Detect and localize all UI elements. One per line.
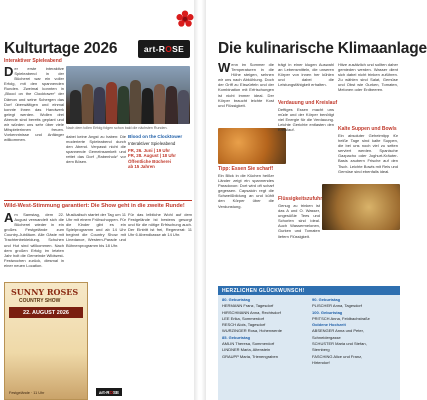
birthday-entry: SCHUSTER Maria und Stefan,	[312, 341, 367, 347]
group-photo	[66, 66, 190, 124]
birthday-entry: Hirtendorf	[312, 359, 330, 365]
birthday-entry: RESCH Alois, Tagesdorf	[222, 322, 266, 328]
verdauung-title: Verdauung und Kreislauf	[278, 100, 338, 106]
spicy-food-photo	[218, 128, 286, 164]
rose-icon	[176, 10, 194, 28]
klima-col-3: Hitze zusätzlich und sollten daher gemieden werden. Wasser dient sich dabei nicht trinken zuführen. Zu wählen sind Salat, Gemüse und Obst wie Gurken, Tomaten, Melonen oder Erdbeeren.	[338, 62, 398, 93]
subtitle-spieleabend: Interaktiver Spieleabend	[4, 58, 62, 64]
article-col-3: Am Samstag, dem 22. August verwandelt sich die Bücherei wieder in ein großes Festgelände zum Country-Jubiläum. Alle Gäste mit Trachtenbekleidung, Schuhen und Hut sind willkommen. Nach dem großen Erfolg im letzten Jahr holt die Gemeinde Wildwest-Festwochen zurück, diesmal in einer neuen Location.	[4, 210, 64, 268]
birthday-heading: 85. Geburtstag	[222, 334, 251, 340]
birthday-heading: 100. Geburtstag	[312, 309, 343, 315]
kalte-suppen-title: Kalte Suppen und Bowls	[338, 126, 397, 132]
right-page	[206, 0, 427, 400]
birthday-entry: LEE Erika, Sommerdorf	[222, 315, 265, 321]
birthday-entry: PRITSCH Anna, Feldbachstraße	[312, 315, 370, 321]
verdauung-text: Deftiges Essen macht uns müde und der Körper benötigt viel Energie für die Verdauung. Leichte Gerichte entlasten den Kreislauf.	[278, 107, 334, 133]
event-title: Blood on the Clocktower	[128, 134, 183, 139]
section-divider	[4, 200, 192, 201]
birthday-entry: PLISCHER Anna, Tagesdorf	[312, 303, 362, 309]
birthday-entry: WURZINGER Rosa, Hohenwerde	[222, 328, 283, 334]
tip-title: Tipp: Essen Sie scharf!	[218, 166, 274, 172]
birthday-entry: ABSENGER Anna und Peter,	[312, 328, 364, 334]
birthday-heading: 90. Geburtstag	[312, 297, 341, 302]
birthday-heading: Goldene Hochzeit	[312, 322, 346, 328]
article-col-4: Musikalisch startet der Tag um 11 Uhr mit einem Frühschoppen. Für die Kinder gibt es ein Spielprogramm und ab 14 Uhr beginnt die Country Show mit Linedance, Western-Parade und Bühnenprogramm bis 18 Uhr.	[66, 212, 126, 248]
birthday-entry: Schneidergasse	[312, 334, 341, 340]
birthday-entry: FASCHING Alice und Franz,	[312, 353, 363, 359]
birthday-col-2	[312, 297, 398, 366]
tip-text: Ein Blick in die Küchen heißer Länder zeigt ein spannendes Paradoxon: Dort wird oft scharf gegessen. Capsaicin regt die Schweißbildung an und kühlt den Körper über die Verdunstung.	[218, 173, 274, 209]
birthday-entry: GRAUPP Maria, Trienengraben	[222, 353, 278, 359]
klima-col-1: Wenn im Sommer die Temperaturen in die Höhe steigen, sehnen wir uns nach Abkühlung. Doch der Griff zu Eiswürfeln und der Kombination mit Erfrischungen ist nicht immer ideal. Der Körper braucht leichte Kost und Flüssigkeit.	[218, 60, 274, 108]
art-rose-logo-small: art-R O SE	[96, 388, 122, 396]
article-col-1: Der erste interaktive Spieleabend in der Bücherei war ein voller Erfolg, mit den spannenden Runden. Zweimal konnten in „Blood on the Clocktower“ der Dämon und seine Schergen das Dorf überwältigen und einmal konnte ihnen das Handwerk gelegt werden. Wollen drei Abende sind bereits geplant und wir würden uns sehr über viele Mitspielerinnen freuen. Vorkenntnisse und Anfänger willkommen.	[4, 64, 64, 143]
fluessigkeit-text: Genug zu trinken ist das A und O. Wasser, ungesüßte Tees und Schorlen sind ideal. Auch Wassermelonen, Gurken und Tomaten liefern Flüssigkeit.	[278, 203, 320, 239]
country-show-poster: SUNNY ROSES COUNTRY SHOW 22. AUGUST 2026 Festgelände · 11 Uhr	[4, 282, 88, 400]
page-title-kulturtage: Kulturtage 2026	[4, 40, 118, 57]
event-subtitle: Interaktiver Spieleabend	[128, 141, 176, 146]
birthday-heading: 80. Geburtstag	[222, 297, 251, 302]
event-dates: FR, 26. Juni | 19 Uhr FR, 28. August | 18 Uhr Öffentliche Bücherei ab 15 Jahren	[128, 148, 176, 170]
page-title-klimaanlage: Die kulinarische Klimaanlage	[218, 40, 427, 57]
birthday-col-1	[222, 297, 308, 360]
birthday-entry: HERMANN Franz, Tagesdorf	[222, 303, 274, 309]
left-page	[0, 0, 194, 400]
section-head-wildwest: Wild-West-Stimmung garantiert: Die Show geht in die zweite Runde!	[4, 203, 185, 209]
birthday-entry: HIRSCHMANN Anna, Rechtsdorf	[222, 309, 281, 315]
page-gutter	[194, 0, 206, 400]
article-col-2: dabei keine Angst zu haben: Die moderierte Spieleabend durch den Abend. Verpasst nicht die spannende Gemeinsamkeit und rettet das Dorf „Rabenholz“ vor dem Bösen.	[66, 134, 126, 165]
bowl-photo	[322, 184, 400, 230]
birthday-entry: Sternberg	[312, 347, 330, 353]
birthday-entry: AMLIN Theresa, Sommerdorf	[222, 341, 275, 347]
klima-col-2: trägt in einer klugen Auswahl an Lebensmitteln, die unseren Körper von innen her kühlen und dabei die Leistungsfähigkeit erhalten.	[278, 62, 334, 88]
birthday-entry: LINDNER Maria, Altenstein	[222, 347, 271, 353]
birthday-box	[218, 286, 400, 400]
art-rose-logo: art-R O SE	[138, 40, 190, 58]
article-col-5: Für das leibliche Wohl auf dem Festgelände ist bestens gesorgt und für die nötige Erfrischung auch. Der Eintritt ist frei, Regenerat: 11 Uhr 6 Abendkasse ab 14 Uhr.	[128, 212, 192, 238]
fluessigkeit-title: Flüssigkeitszufuhr	[278, 196, 323, 202]
photo-caption: Nach dem tollen Erfolg folgen schon bald die nächsten Runden.	[66, 126, 168, 130]
kalte-suppen-text: Ein absoluter Geheimtipp für heiße Tage sind kalte Suppen, die bei uns noch viel zu selten serviert werden. Spanische Gazpacho oder Joghurt-Kräuter-Basis zaubern Frische auf den Tisch. Leichte Bowls mit Reis und Gemüse sind ebenfalls ideal.	[338, 133, 398, 174]
birthday-box-header: HERZLICHEN GLÜCKWUNSCH!	[218, 286, 400, 295]
